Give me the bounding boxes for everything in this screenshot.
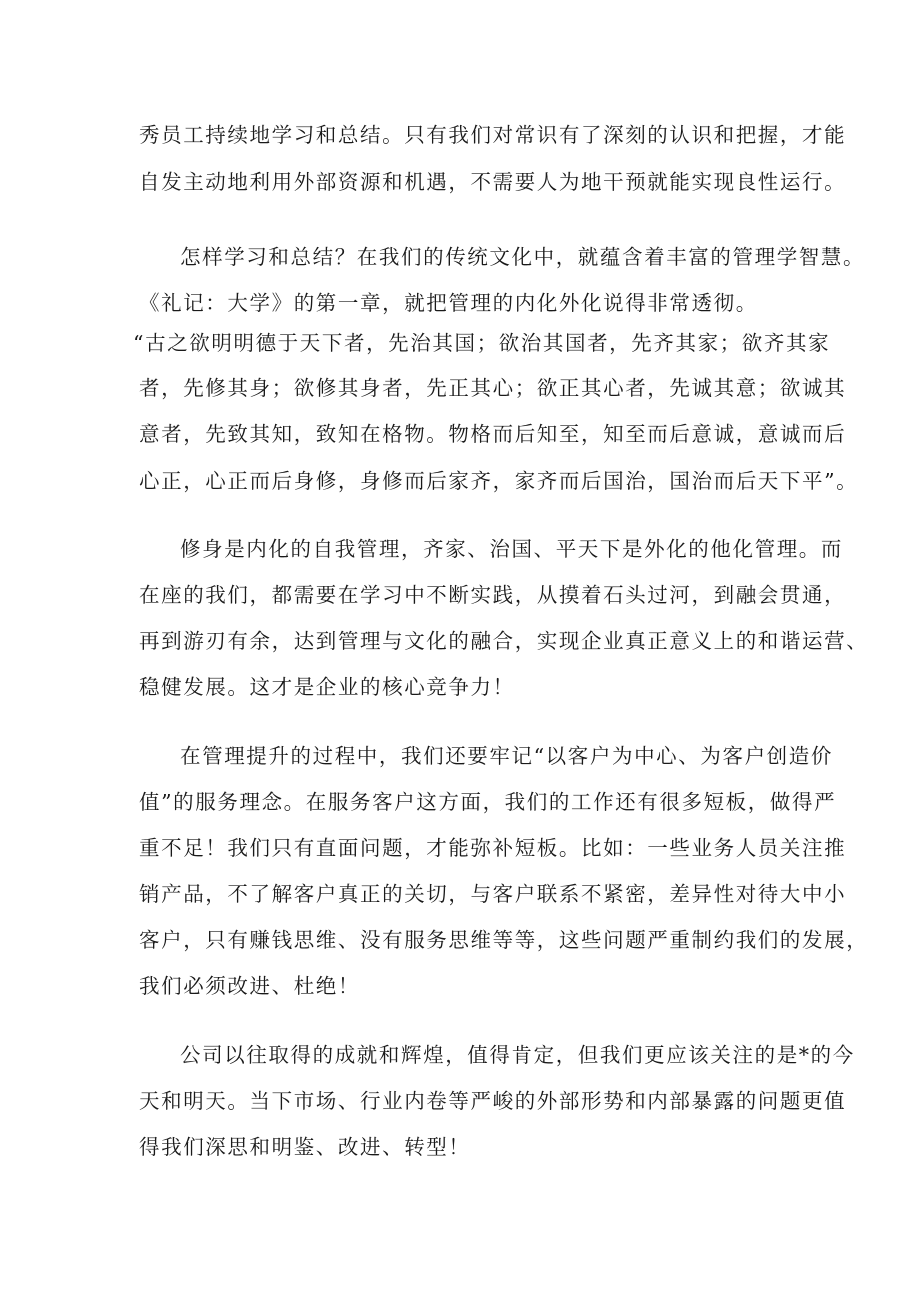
paragraph-start-line: 公司以往取得的成就和辉煌，值得肯定，但我们更应该关注的是*的今 [180, 1043, 855, 1067]
text-line: 秀员工持续地学习和总结。只有我们对常识有了深刻的认识和把握，才能 [139, 123, 847, 147]
text-line: 客户，只有赚钱思维、没有服务思维等等，这些问题严重制约我们的发展， [139, 928, 869, 952]
text-line: 《礼记：大学》的第一章，就把管理的内化外化说得非常透彻。 [139, 291, 758, 315]
quote-line: 心正，心正而后身修，身修而后家齐，家齐而后国治，国治而后天下平”。 [139, 469, 859, 493]
text-line: 自发主动地利用外部资源和机遇，不需要人为地干预就能实现良性运行。 [139, 170, 847, 194]
text-line: 值”的服务理念。在服务客户这方面，我们的工作还有很多短板，做得严 [139, 790, 837, 814]
text-line: 销产品，不了解客户真正的关切，与客户联系不紧密，差异性对待大中小 [139, 882, 847, 906]
text-line: 重不足！我们只有直面问题，才能弥补短板。比如：一些业务人员关注推 [139, 836, 847, 860]
paragraph-start-line: 修身是内化的自我管理，齐家、治国、平天下是外化的他化管理。而 [180, 537, 843, 561]
text-line: 得我们深思和明鉴、改进、转型！ [139, 1135, 471, 1159]
quote-line: 者，先修其身；欲修其身者，先正其心；欲正其心者，先诚其意；欲诚其 [139, 376, 847, 400]
quote-line: “古之欲明明德于天下者，先治其国；欲治其国者，先齐其家；欲齐其家 [133, 331, 831, 355]
text-line: 天和明天。当下市场、行业内卷等严峻的外部形势和内部暴露的问题更值 [139, 1089, 847, 1113]
text-line: 稳健发展。这才是企业的核心竞争力！ [139, 675, 515, 699]
text-line: 在座的我们，都需要在学习中不断实践，从摸着石头过河，到融会贯通， [139, 583, 847, 607]
text-line: 再到游刃有余，达到管理与文化的融合，实现企业真正意义上的和谐运营、 [139, 629, 869, 653]
paragraph-start-line: 在管理提升的过程中，我们还要牢记“以客户为中心、为客户创造价 [180, 744, 833, 768]
quote-line: 意者，先致其知，致知在格物。物格而后知至，知至而后意诚，意诚而后 [139, 422, 847, 446]
text-line: 我们必须改进、杜绝！ [139, 974, 360, 998]
paragraph-start-line: 怎样学习和总结？在我们的传统文化中，就蕴含着丰富的管理学智慧。 [180, 245, 866, 269]
